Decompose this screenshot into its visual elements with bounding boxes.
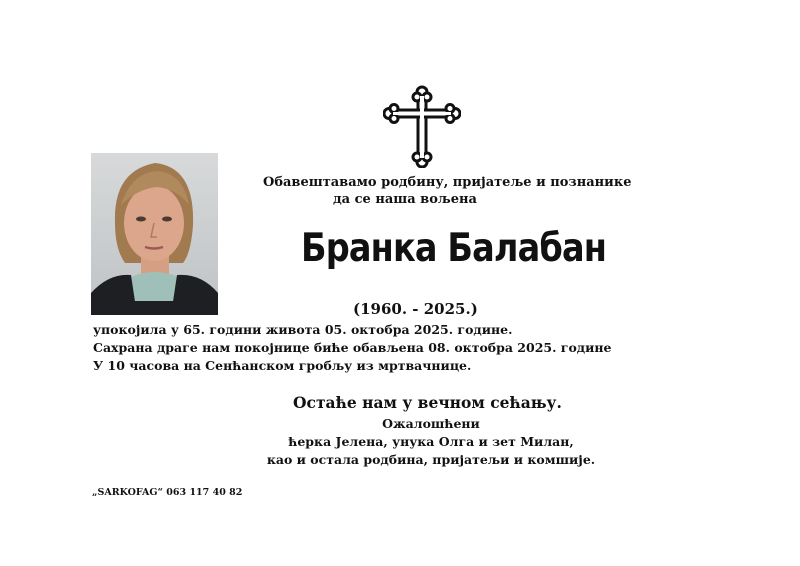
funeral-location-line: У 10 часова на Сенћанском гробљу из мртвачнице. <box>93 358 472 373</box>
deceased-photo <box>91 153 218 315</box>
intro-line-2: да се наша вољена <box>333 192 477 207</box>
memory-line: Остаће нам у вечном сећању. <box>293 393 562 412</box>
mourners-line-1: ћерка Јелена, унука Олга и зет Милан, <box>288 434 574 449</box>
mourners-title: Ожалошћени <box>382 416 480 431</box>
deceased-name: Бранка Балабан <box>301 226 607 271</box>
cross-icon <box>383 82 461 168</box>
intro-line-1: Обавештавамо родбину, пријатеље и познанике <box>263 175 632 190</box>
death-notice-line: упокојила у 65. години живота 05. октобра 2025. године. <box>93 322 513 337</box>
footer-contact: „SARKOFAG“ 063 117 40 82 <box>92 487 243 498</box>
life-years: (1960. - 2025.) <box>353 300 478 318</box>
mourners-line-2: као и остала родбина, пријатељи и комшије. <box>266 452 596 467</box>
funeral-notice-line: Сахрана драге нам покојнице биће обављена 08. октобра 2025. године <box>93 340 612 355</box>
